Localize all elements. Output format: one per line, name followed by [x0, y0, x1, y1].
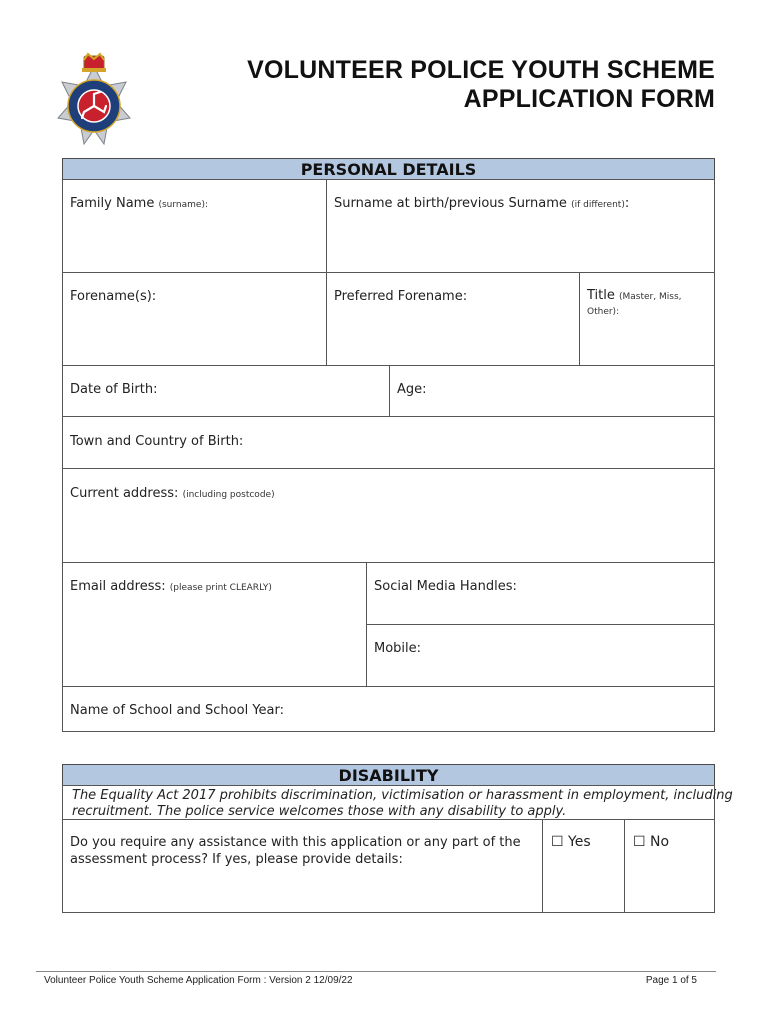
- form-title-line2: APPLICATION FORM: [463, 85, 715, 113]
- assistance-yes-cell: [542, 819, 625, 913]
- title-note-line2: Other):: [587, 307, 620, 317]
- no-label: No: [650, 834, 670, 850]
- disability-intro-line1: The Equality Act 2017 prohibits discrimination, victimisation or harassment in employment, including: [72, 788, 733, 803]
- yes-label: Yes: [568, 834, 591, 850]
- assistance-no-checkbox[interactable]: [633, 834, 669, 850]
- footer-divider: [36, 971, 716, 972]
- address-note: (including postcode): [182, 490, 275, 500]
- assistance-question-line2: assessment process? If yes, please provide details:: [70, 852, 403, 867]
- age-field[interactable]: [389, 365, 715, 417]
- preferred-forename-field[interactable]: [326, 272, 580, 366]
- police-crest-logo: [48, 52, 140, 156]
- assistance-no-cell: [624, 819, 715, 913]
- family-name-note: (surname):: [158, 200, 208, 210]
- town-country-label: Town and Country of Birth:: [70, 434, 244, 449]
- footer-version: Volunteer Police Youth Scheme Application Form : Version 2 12/09/22: [44, 975, 353, 986]
- birth-surname-note: (if different): [571, 200, 625, 210]
- current-address-field[interactable]: [62, 468, 715, 563]
- disability-heading: DISABILITY: [62, 764, 715, 786]
- mobile-field[interactable]: [366, 624, 715, 687]
- social-media-label: Social Media Handles:: [374, 579, 517, 594]
- dob-label: Date of Birth:: [70, 382, 158, 397]
- age-label: Age:: [397, 382, 427, 397]
- address-label: Current address:: [70, 486, 179, 501]
- birth-surname-field[interactable]: [326, 179, 715, 273]
- footer-page-number: Page 1 of 5: [645, 975, 697, 986]
- title-field[interactable]: [579, 272, 715, 366]
- social-media-field[interactable]: [366, 562, 715, 625]
- school-field[interactable]: [62, 686, 715, 732]
- disability-intro-line2: recruitment. The police service welcomes those with any disability to apply.: [72, 804, 567, 819]
- family-name-label: Family Name: [70, 196, 155, 211]
- checkbox-icon: ☐: [551, 834, 564, 850]
- assistance-question-line1: Do you require any assistance with this application or any part of the: [70, 835, 521, 850]
- school-label: Name of School and School Year:: [70, 703, 284, 718]
- date-of-birth-field[interactable]: [62, 365, 390, 417]
- title-note-line1: (Master, Miss,: [619, 292, 682, 302]
- mobile-label: Mobile:: [374, 641, 422, 656]
- form-title-line1: VOLUNTEER POLICE YOUTH SCHEME: [247, 56, 715, 84]
- email-note: (please print CLEARLY): [169, 583, 272, 593]
- preferred-forename-label: Preferred Forename:: [334, 289, 468, 304]
- email-label: Email address:: [70, 579, 166, 594]
- forenames-label: Forename(s):: [70, 289, 157, 304]
- personal-details-heading: PERSONAL DETAILS: [62, 158, 715, 180]
- birth-surname-colon: :: [624, 196, 630, 211]
- assistance-details-field[interactable]: [62, 819, 543, 913]
- email-address-field[interactable]: [62, 562, 367, 687]
- birth-surname-label: Surname at birth/previous Surname: [334, 196, 567, 211]
- disability-intro: [62, 785, 733, 820]
- title-label: Title: [587, 288, 615, 303]
- checkbox-icon: ☐: [633, 834, 646, 850]
- family-name-field[interactable]: [62, 179, 327, 273]
- assistance-yes-checkbox[interactable]: [551, 834, 591, 850]
- town-country-birth-field[interactable]: [62, 416, 715, 469]
- forenames-field[interactable]: [62, 272, 327, 366]
